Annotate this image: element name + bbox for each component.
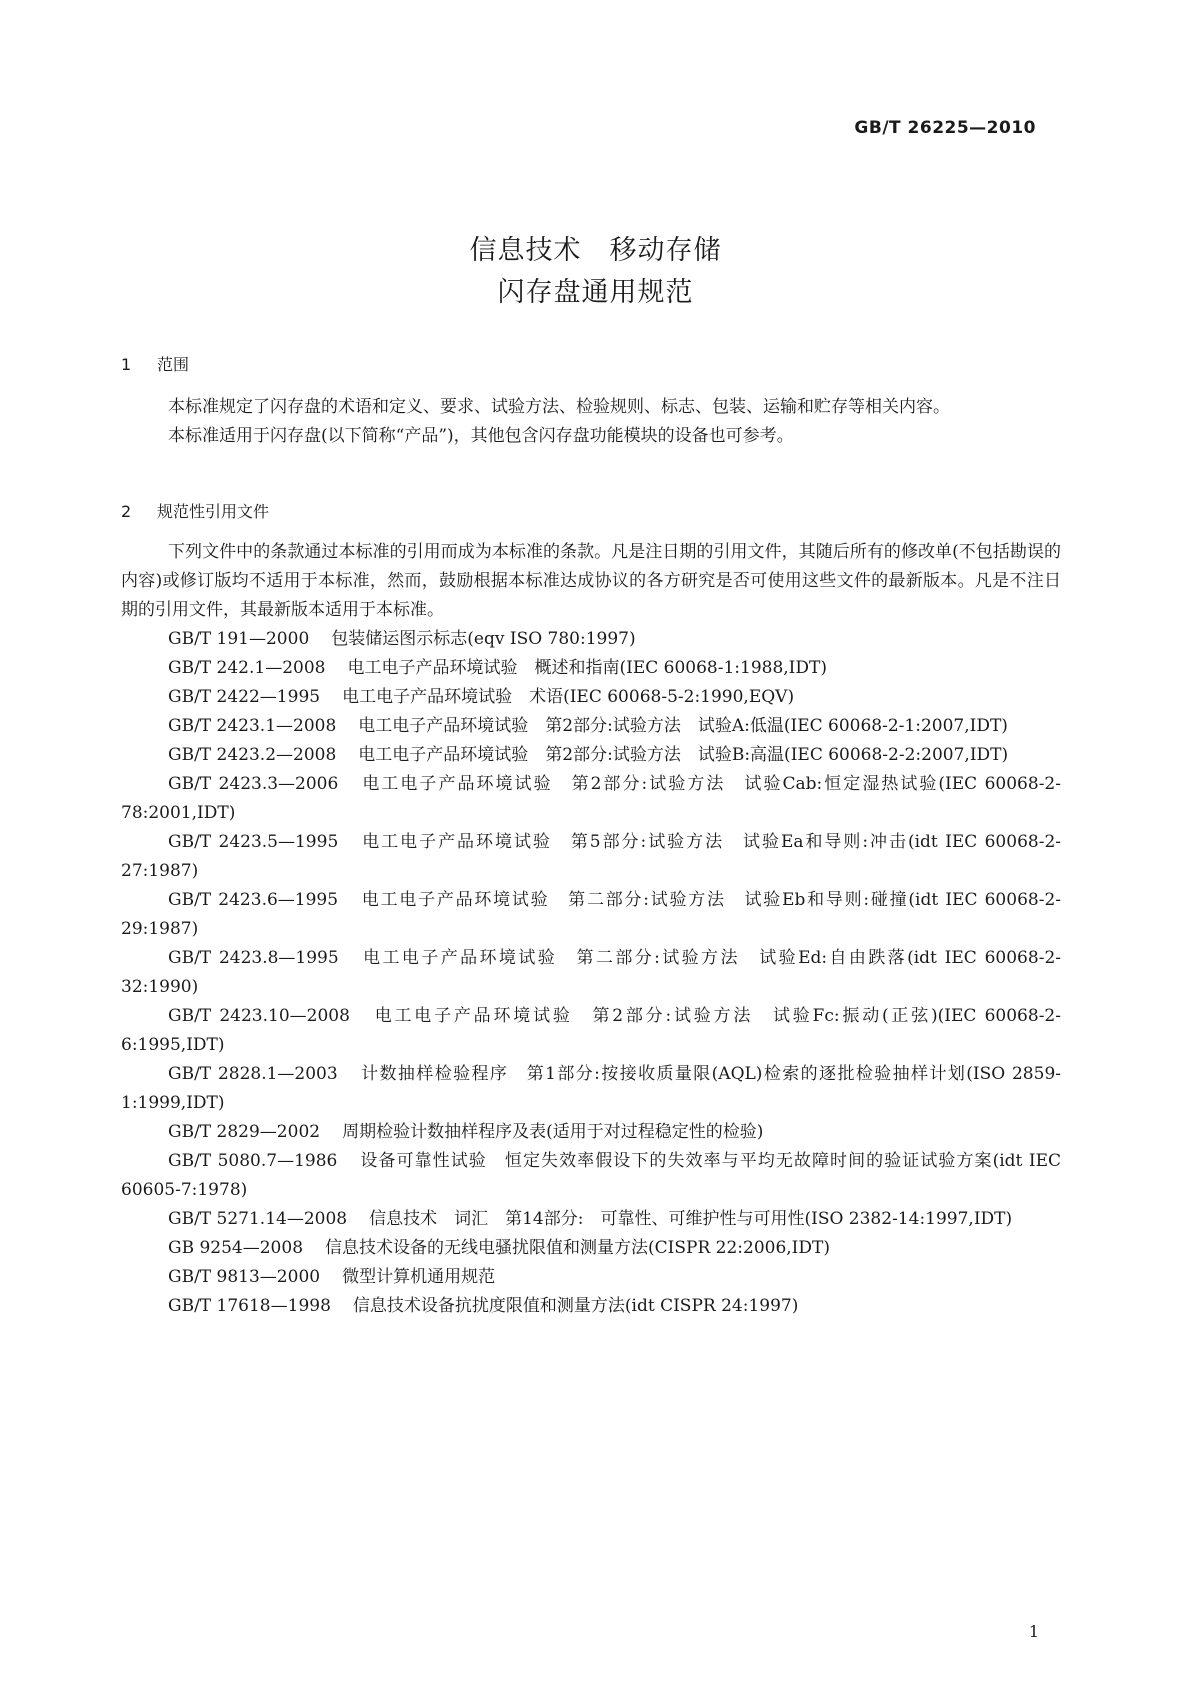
reference-title: 电工电子产品环境试验 术语(IEC 60068-5-2:1990,EQV)	[342, 687, 795, 707]
reference-title: 电工电子产品环境试验 第2部分:试验方法 试验A:低温(IEC 60068-2-1:2007,IDT)	[358, 716, 1008, 736]
reference-code: GB/T 2828.1—2003	[168, 1064, 338, 1084]
reference-title: 电工电子产品环境试验 第2部分:试验方法 试验B:高温(IEC 60068-2-2:2007,IDT)	[358, 745, 1009, 765]
standard-code: GB/T 26225—2010	[854, 118, 1036, 138]
paragraph: 本标准适用于闪存盘(以下简称“产品”)，其他包含闪存盘功能模块的设备也可参考。	[168, 426, 794, 446]
reference-title: 周期检验计数抽样程序及表(适用于对过程稳定性的检验)	[342, 1122, 764, 1142]
reference-code: GB/T 17618—1998	[168, 1296, 331, 1316]
reference-code: GB/T 2423.8—1995	[168, 948, 339, 968]
section-2-intro	[121, 538, 1061, 625]
section-title: 范围	[157, 355, 190, 374]
reference-title: 电工电子产品环境试验 第2部分:试验方法 试验Cab:恒定湿热试验(IEC 60068-2-78:2001,IDT)	[121, 774, 1061, 823]
reference-item	[121, 1147, 1061, 1205]
reference-item	[121, 1118, 1061, 1147]
reference-title: 电工电子产品环境试验 第2部分:试验方法 试验Fc:振动(正弦)(IEC 60068-2-6:1995,IDT)	[121, 1006, 1061, 1055]
reference-title: 电工电子产品环境试验 第5部分:试验方法 试验Ea和导则:冲击(idt IEC 60068-2-27:1987)	[121, 832, 1062, 881]
page-number: 1	[1028, 1622, 1039, 1641]
reference-item	[121, 1292, 1061, 1321]
reference-code: GB/T 2829—2002	[168, 1122, 321, 1142]
reference-item	[121, 770, 1061, 828]
reference-item	[121, 1263, 1061, 1292]
reference-code: GB/T 2423.5—1995	[168, 832, 339, 852]
reference-title: 电工电子产品环境试验 第二部分:试验方法 试验Ed:自由跌落(idt IEC 60068-2-32:1990)	[121, 948, 1061, 997]
reference-code: GB/T 2423.3—2006	[168, 774, 339, 794]
reference-item	[121, 828, 1061, 886]
reference-code: GB/T 2423.6—1995	[168, 890, 339, 910]
section-1-heading	[121, 352, 189, 375]
reference-item	[121, 1234, 1061, 1263]
reference-item	[121, 683, 1061, 712]
paragraph: 本标准规定了闪存盘的术语和定义、要求、试验方法、检验规则、标志、包装、运输和贮存等相关内容。	[168, 397, 950, 417]
reference-title: 计数抽样检验程序 第1部分:按接收质量限(AQL)检索的逐批检验抽样计划(ISO 2859-1:1999,IDT)	[121, 1064, 1062, 1113]
reference-item	[121, 944, 1061, 1002]
reference-item	[121, 1060, 1061, 1118]
paragraph: 下列文件中的条款通过本标准的引用而成为本标准的条款。凡是注日期的引用文件，其随后所有的修改单(不包括勘误的内容)或修订版均不适用于本标准，然而，鼓励根据本标准达成协议的各方研究是否可使用这些文件的最新版本。凡是不注日期的引用文件，其最新版本适用于本标准。	[121, 542, 1061, 620]
reference-item	[121, 712, 1061, 741]
document-title-line-2: 闪存盘通用规范	[497, 277, 694, 308]
reference-code: GB/T 9813—2000	[168, 1267, 321, 1287]
reference-title: 微型计算机通用规范	[342, 1267, 496, 1287]
section-title: 规范性引用文件	[157, 502, 270, 521]
reference-list	[121, 625, 1061, 1321]
reference-item	[121, 741, 1061, 770]
section-1-body	[121, 393, 1061, 451]
reference-title: 电工电子产品环境试验 第二部分:试验方法 试验Eb和导则:碰撞(idt IEC 60068-2-29:1987)	[121, 890, 1061, 939]
reference-title: 信息技术设备的无线电骚扰限值和测量方法(CISPR 22:2006,IDT)	[325, 1238, 831, 1258]
section-number: 1	[121, 355, 132, 374]
reference-code: GB/T 2422—1995	[168, 687, 321, 707]
reference-item	[121, 1002, 1061, 1060]
section-number: 2	[121, 502, 132, 521]
document-title-line-1: 信息技术 移动存储	[469, 235, 722, 266]
reference-code: GB/T 191—2000	[168, 629, 310, 649]
reference-item	[121, 1205, 1061, 1234]
section-2-heading	[121, 499, 269, 522]
reference-code: GB/T 5080.7—1986	[168, 1151, 338, 1171]
reference-title: 包装储运图示标志(eqv ISO 780:1997)	[331, 629, 636, 649]
reference-title: 设备可靠性试验 恒定失效率假设下的失效率与平均无故障时间的验证试验方案(idt IEC 60605-7:1978)	[121, 1151, 1061, 1200]
reference-item	[121, 886, 1061, 944]
reference-code: GB/T 5271.14—2008	[168, 1209, 348, 1229]
reference-item	[121, 625, 1061, 654]
reference-code: GB/T 2423.10—2008	[168, 1006, 350, 1026]
reference-code: GB/T 242.1—2008	[168, 658, 326, 678]
reference-code: GB 9254—2008	[168, 1238, 304, 1258]
reference-item	[121, 654, 1061, 683]
reference-title: 信息技术设备抗扰度限值和测量方法(idt CISPR 24:1997)	[352, 1296, 799, 1316]
reference-code: GB/T 2423.2—2008	[168, 745, 337, 765]
reference-title: 信息技术 词汇 第14部分: 可靠性、可维护性与可用性(ISO 2382-14:1997,IDT)	[369, 1209, 1013, 1229]
reference-code: GB/T 2423.1—2008	[168, 716, 337, 736]
reference-title: 电工电子产品环境试验 概述和指南(IEC 60068-1:1988,IDT)	[347, 658, 828, 678]
